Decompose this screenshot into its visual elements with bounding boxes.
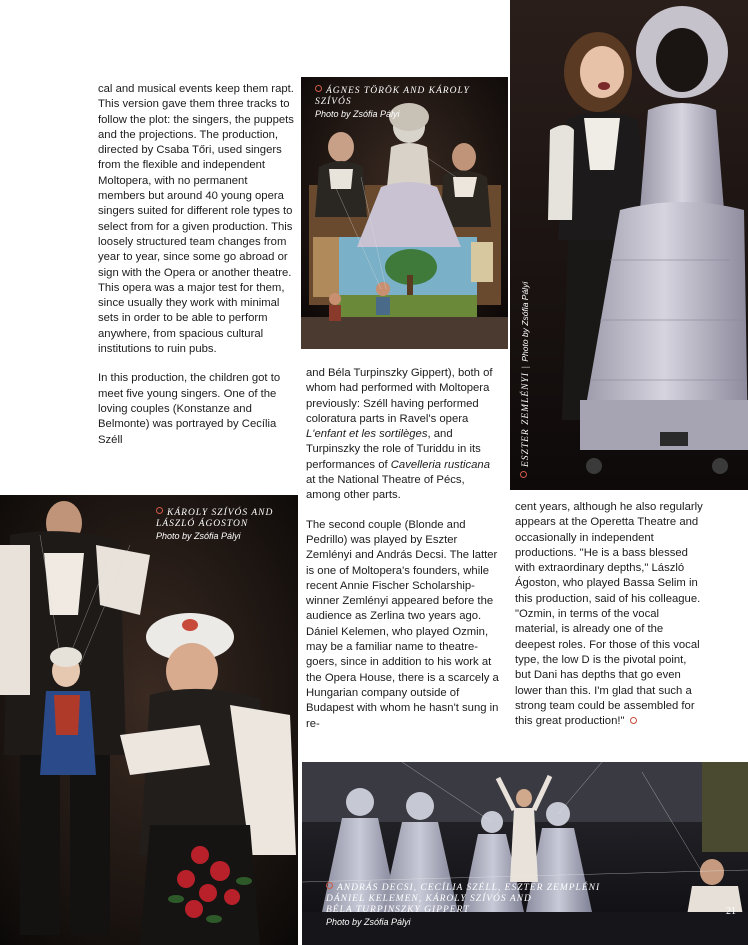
- caption-bullet-icon: [520, 471, 527, 478]
- column-1-paragraph-1: cal and musical events keep them rapt. This version gave them three tracks to follow the plot: the singers, the puppets and the projections. The production, directed by Csaba Tőri, used singers from the flexible and independent Moltopera, with no permanent members but around 40 young opera singers suited for different role types to select from for a given production. This loosely structured team changes from year to year, since some go abroad or sign with the Opera or another theatre. This opera was a major test for them, since usually they work with minimal sets in order to be able to perform anywhere, from spacious cultural institutions to ruin pubs.: [98, 83, 294, 356]
- column-2-paragraph-1: and Béla Turpinszky Gippert), both of whom had performed with Moltopera previously: Széll having performed coloratura parts in Ravel's opera L'enfant et les sortilèges, and Turpinszky the role of Turiddu in its performances of Cavelleria rusticana at the National Theatre of Pécs, among other parts.: [306, 367, 493, 502]
- photo-ensemble: [302, 762, 748, 945]
- caption-bullet-icon: [326, 882, 333, 889]
- caption-bullet-icon: [315, 85, 322, 92]
- photo-puppet-stage: [301, 77, 508, 349]
- column-3: [515, 500, 703, 743]
- column-2-paragraph-2: The second couple (Blonde and Pedrillo) was played by Eszter Zemlényi and András Decsi. The latter is one of Moltopera's founders, while recent Annie Fischer Scholarship-winner Zemlényi appeared before the audience as Zerlina two years ago. Dániel Kelemen, who played Ozmin, may be a familiar name to theatre-goers, since in addition to his work at the Opera House, there is a scarcely a Hungarian company outside of Budapest with whom he hasn't sung in re-: [306, 518, 499, 730]
- photo-puppeteers-turban: [0, 495, 298, 945]
- photo-singer-dress: [510, 0, 748, 490]
- column-1-paragraph-2: In this production, the children got to meet five young singers. One of the loving couples (Konstanze and Belmonte) was portrayed by Cecília Széll: [98, 372, 281, 446]
- column-3-paragraph-1: cent years, although he also regularly appears at the Operetta Theatre and occasionally in independent productions. "He is a bass blessed with extraordinary depths," László Ágoston, who played Bassa Selim in this production, said of his colleague. "Ozmin, in terms of the vocal material, is already one of the deepest roles. For those of this vocal type, the low D is the pivotal point, but Dani has depths that go even lower than this. I'm glad that such a strong team could be assembled for this great production!": [515, 501, 703, 728]
- end-mark-icon: [630, 717, 637, 724]
- photo-puppeteers-turban-caption: KÁROLY SZÍVÓS AND LÁSZLÓ ÁGOSTON Photo by Zsófia Pályi: [156, 508, 274, 541]
- photo-puppet-stage-caption: ÁGNES TÖRÖK AND KÁROLY SZÍVÓS Photo by Zsófia Pályi: [315, 86, 470, 119]
- page-number: 21: [726, 906, 736, 917]
- photo-ensemble-caption: ANDRÁS DECSI, CECÍLIA SZÉLL, ESZTER ZEMPLÉNI DÁNIEL KELEMEN, KÁROLY SZÍVÓS AND BÉLA TURPINSZKY GIPPERT Photo by Zsófia Pályi: [326, 883, 601, 927]
- column-1: [98, 82, 294, 462]
- caption-bullet-icon: [156, 507, 163, 514]
- photo-singer-dress-caption: ESZTER ZEMLÉNYI | Photo by Zsófia Pályi: [520, 282, 531, 478]
- column-2: [306, 366, 502, 746]
